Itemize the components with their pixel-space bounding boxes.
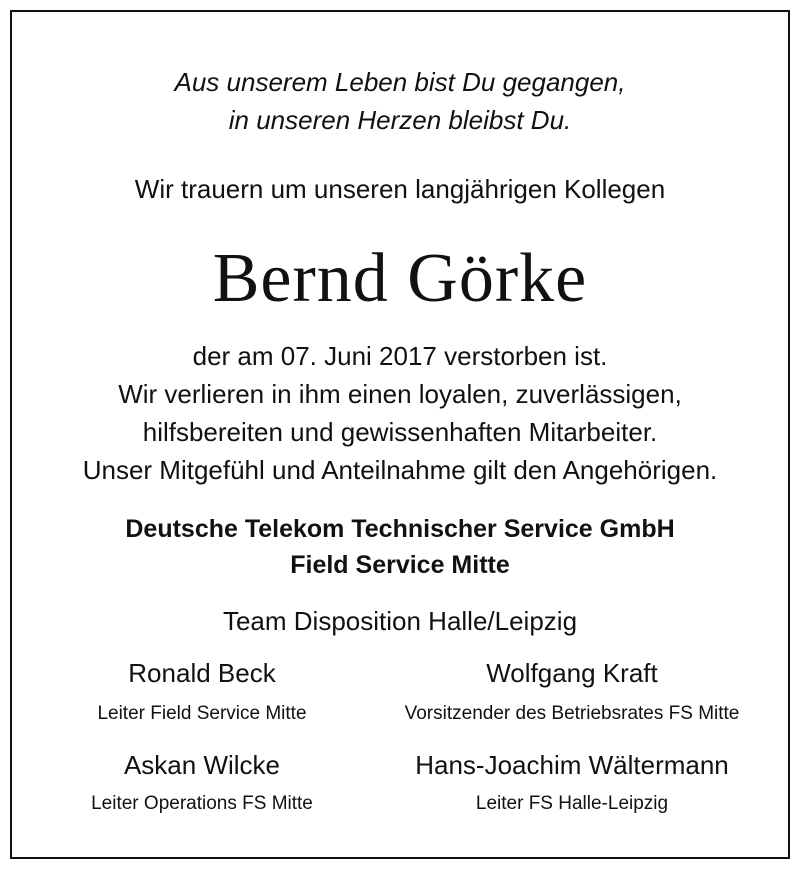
body-line-1: der am 07. Juni 2017 verstorben ist. <box>192 341 608 371</box>
team-name: Team Disposition Halle/Leipzig <box>222 606 578 636</box>
company-name: Deutsche Telekom Technischer Service GmbH <box>125 515 675 543</box>
verse-line-2: in unseren Herzen bleibst Du. <box>228 105 572 135</box>
signatory-name: Ronald Beck <box>128 658 276 688</box>
signatory-role: Leiter Field Service Mitte <box>97 703 307 724</box>
signatory-role: Vorsitzender des Betriebsrates FS Mitte <box>404 703 740 724</box>
signatory-name: Askan Wilcke <box>123 750 281 780</box>
signatory-role: Leiter FS Halle-Leipzig <box>475 793 669 814</box>
signatory-role: Leiter Operations FS Mitte <box>91 793 313 814</box>
obituary-notice <box>10 10 790 859</box>
deceased-name: Bernd Görke <box>212 240 588 317</box>
mourning-intro: Wir trauern um unseren langjährigen Kollegen <box>134 174 666 204</box>
company-division: Field Service Mitte <box>290 551 510 579</box>
signatory-name: Wolfgang Kraft <box>486 658 658 688</box>
body-line-2: Wir verlieren in ihm einen loyalen, zuverlässigen, <box>118 379 682 409</box>
verse-line-1: Aus unserem Leben bist Du gegangen, <box>174 67 626 97</box>
signatory-name: Hans-Joachim Wältermann <box>415 750 729 780</box>
body-line-4: Unser Mitgefühl und Anteilnahme gilt den Angehörigen. <box>82 455 718 485</box>
body-line-3: hilfsbereiten und gewissenhaften Mitarbeiter. <box>142 417 658 447</box>
